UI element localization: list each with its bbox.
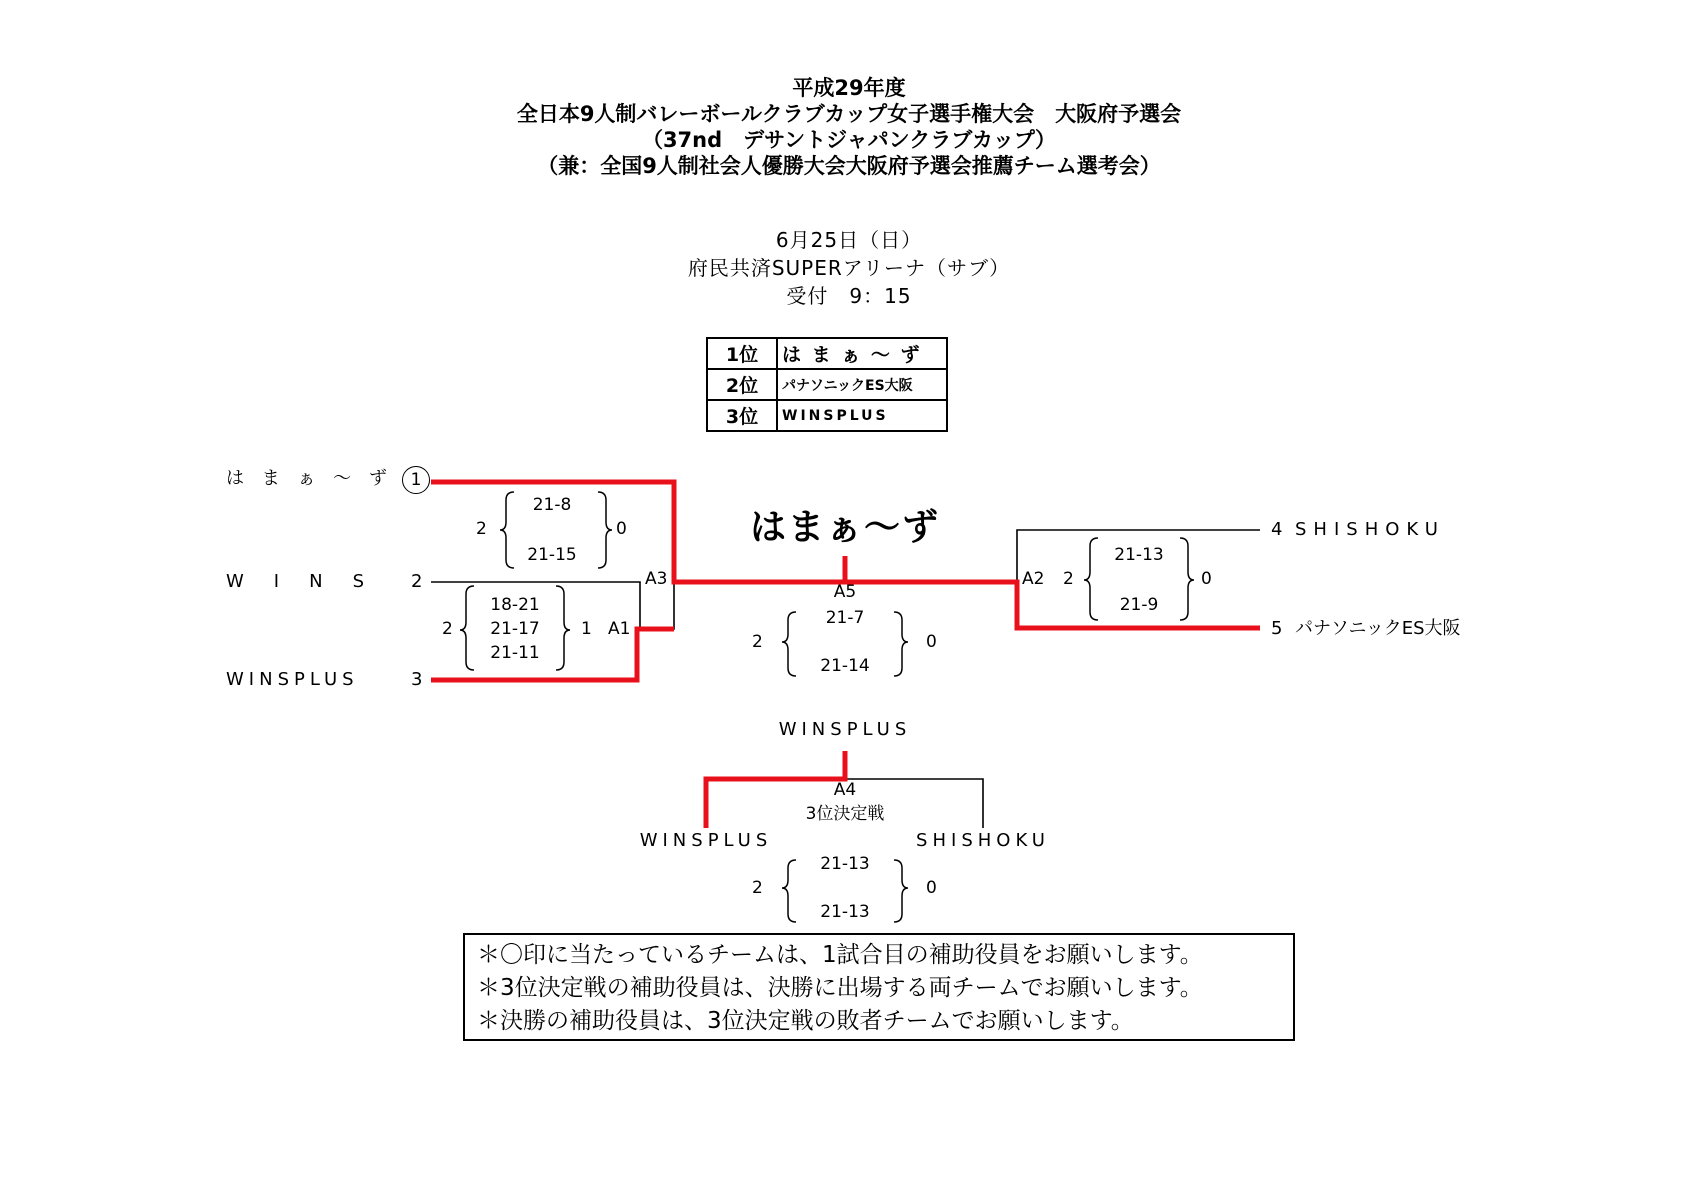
team-3-seed: 3 xyxy=(411,669,423,690)
team-5-seed: 5 xyxy=(1271,618,1283,639)
header-year: 平成29年度 xyxy=(792,76,906,100)
brace-a3-left xyxy=(500,492,514,568)
team-5-name: パナソニックES大阪 xyxy=(1295,618,1461,639)
a3-right-sets: 0 xyxy=(616,519,627,539)
champion-name: はまぁ～ず xyxy=(749,507,941,548)
a4-winner: WINSPLUS xyxy=(778,719,912,740)
line-t5-win xyxy=(845,582,1260,628)
line-t3-win xyxy=(431,629,674,680)
header-note: （兼：全国9人制社会人優勝大会大阪府予選会推薦チーム選考会） xyxy=(537,154,1161,178)
brace-a1-right xyxy=(556,586,570,670)
brace-a5-left xyxy=(782,612,796,676)
ranking-row xyxy=(707,400,947,431)
a1-score-1: 18-21 xyxy=(490,595,540,615)
a1-right-sets: 1 xyxy=(581,619,592,639)
a5-left-sets: 2 xyxy=(752,632,763,652)
a5-right-sets: 0 xyxy=(926,632,937,652)
line-a1-a3 xyxy=(640,582,674,629)
brace-a2-left xyxy=(1084,538,1098,620)
a1-left-sets: 2 xyxy=(442,619,453,639)
team-3-name: WINSPLUS xyxy=(226,669,359,690)
a3-score-2: 21-15 xyxy=(527,545,577,565)
a2-score-2: 21-9 xyxy=(1119,595,1159,615)
a2-code: A2 xyxy=(1022,569,1045,589)
team-2-name: W I N S xyxy=(226,571,370,592)
team-1-seed-circle xyxy=(400,466,430,494)
brace-a3-right xyxy=(598,492,612,568)
ranking-row xyxy=(707,369,947,400)
a5-score-2: 21-14 xyxy=(820,656,870,676)
a4-right-team: SHISHOKU xyxy=(916,830,1050,851)
a3-code: A3 xyxy=(645,569,668,589)
a4-label: 3位決定戦 xyxy=(805,804,885,824)
header-subtitle: （37nd デサントジャパンクラブカップ） xyxy=(641,128,1057,152)
a5-code: A5 xyxy=(833,582,857,602)
a4-code: A4 xyxy=(833,780,857,800)
team-1-name: は ま ぁ ～ ず xyxy=(226,468,393,489)
brace-a4-right xyxy=(894,860,908,922)
team-4-seed: 4 xyxy=(1271,519,1283,540)
brace-a1-left xyxy=(460,586,474,670)
a4-score-2: 21-13 xyxy=(820,902,870,922)
a4-score-1: 21-13 xyxy=(820,854,870,874)
brace-a4-left xyxy=(782,860,796,922)
ranking-team: パナソニックES大阪 xyxy=(777,369,947,400)
ranking-table xyxy=(706,337,948,432)
event-date: 6月25日（日） xyxy=(775,228,923,252)
brace-a2-right xyxy=(1180,538,1194,620)
notes-box xyxy=(463,933,1295,1041)
a4-right-sets: 0 xyxy=(926,878,937,898)
note-line: ＊3位決定戦の補助役員は、決勝に出場する両チームでお願いします。 xyxy=(477,975,1203,1001)
ranking-place: 3位 xyxy=(707,400,777,431)
a1-code: A1 xyxy=(608,619,631,639)
team-2-seed: 2 xyxy=(411,571,423,592)
a4-left-sets: 2 xyxy=(752,878,763,898)
team-4-name: SHISHOKU xyxy=(1295,519,1445,540)
brace-a5-right xyxy=(894,612,908,676)
ranking-row xyxy=(707,338,947,369)
a4-left-team: WINSPLUS xyxy=(639,830,773,851)
ranking-team: は ま ぁ ～ ず xyxy=(777,338,947,369)
ranking-place: 1位 xyxy=(707,338,777,369)
a2-score-1: 21-13 xyxy=(1114,545,1164,565)
a2-left-sets: 2 xyxy=(1063,569,1074,589)
note-line: ＊〇印に当たっているチームは、1試合目の補助役員をお願いします。 xyxy=(477,942,1203,968)
event-reception: 受付 9：15 xyxy=(786,284,912,308)
a3-score-1: 21-8 xyxy=(532,495,572,515)
a3-left-sets: 2 xyxy=(476,519,487,539)
a2-right-sets: 0 xyxy=(1201,569,1212,589)
event-venue: 府民共済SUPERアリーナ（サブ） xyxy=(687,256,1011,280)
ranking-team: WINSPLUS xyxy=(777,400,947,431)
team-1-seed: 1 xyxy=(402,466,430,494)
ranking-place: 2位 xyxy=(707,369,777,400)
a1-score-2: 21-17 xyxy=(490,619,540,639)
header-tournament: 全日本9人制バレーボールクラブカップ女子選手権大会 大阪府予選会 xyxy=(516,102,1182,126)
a5-score-1: 21-7 xyxy=(825,608,865,628)
note-line: ＊決勝の補助役員は、3位決定戦の敗者チームでお願いします。 xyxy=(477,1008,1134,1034)
a1-score-3: 21-11 xyxy=(490,643,540,663)
